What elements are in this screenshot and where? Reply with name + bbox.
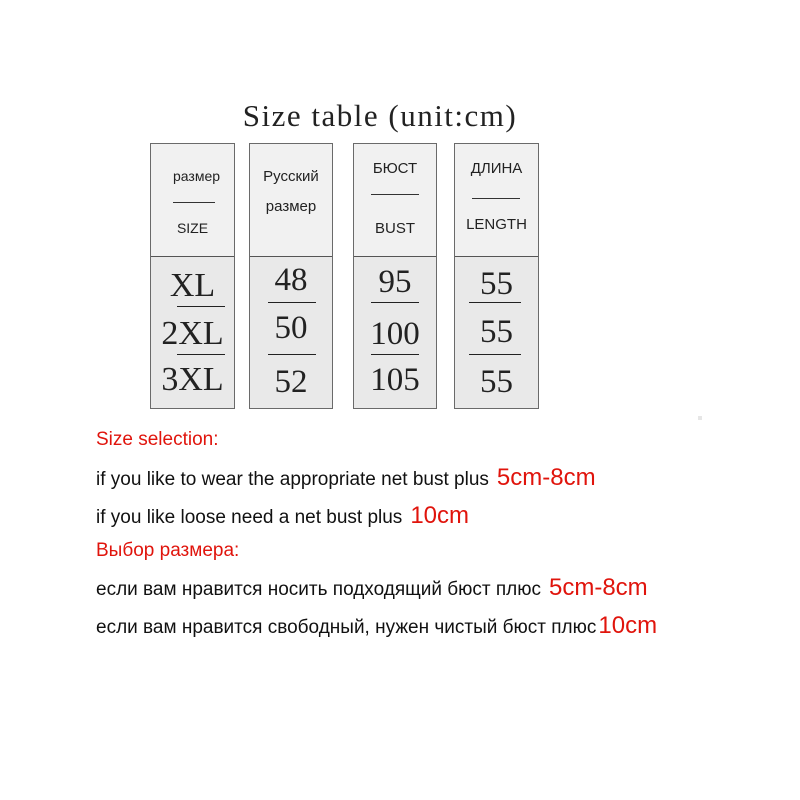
header-body-divider <box>250 256 332 257</box>
size-note-ru-2-value: 10cm <box>598 612 658 639</box>
size-cell: 2XL <box>161 315 224 352</box>
length-cell: 55 <box>480 314 513 350</box>
bust-cell: 95 <box>378 264 412 300</box>
size-note-en-1-text: if you like to wear the appropriate net bust plus <box>96 469 489 490</box>
size-column-header <box>151 144 234 256</box>
size-note-ru-1 <box>96 574 648 602</box>
row-divider <box>371 354 419 355</box>
russian-size-cell: 52 <box>274 364 308 400</box>
bust-header <box>354 144 436 256</box>
size-cell: XL <box>169 267 216 304</box>
russian-size-header-line1: Русский <box>263 168 319 185</box>
bust-header-en: BUST <box>374 220 415 237</box>
size-selection-heading-ru: Выбор размера: <box>96 540 240 561</box>
size-header-en: SIZE <box>176 220 209 236</box>
size-cell: 3XL <box>161 361 224 398</box>
row-divider <box>268 354 316 355</box>
russian-size-column <box>249 143 333 409</box>
decorative-speck <box>698 416 702 420</box>
row-divider <box>469 302 521 303</box>
russian-size-header <box>250 144 332 256</box>
bust-cell: 100 <box>370 316 420 352</box>
header-body-divider <box>354 256 436 257</box>
size-selection-heading: Size selection: <box>96 429 219 450</box>
row-divider <box>177 306 225 307</box>
russian-size-cell: 50 <box>274 310 308 346</box>
bust-column <box>353 143 437 409</box>
size-table-title: Size table (unit:cm) <box>242 98 518 133</box>
size-note-en-2 <box>96 502 469 530</box>
header-body-divider <box>455 256 538 257</box>
row-divider <box>469 354 521 355</box>
size-note-en-1-value: 5cm-8cm <box>496 464 596 491</box>
row-divider <box>177 354 225 355</box>
bust-header-ru: БЮСТ <box>372 160 418 177</box>
length-header-ru: ДЛИНА <box>470 160 523 177</box>
size-note-ru-2 <box>96 612 657 640</box>
length-cell: 55 <box>480 364 513 400</box>
header-divider <box>173 202 215 203</box>
bust-cell: 105 <box>370 362 420 398</box>
size-header-ru: размер <box>173 168 221 184</box>
row-divider <box>371 302 419 303</box>
russian-size-header-line2: размер <box>265 198 317 215</box>
size-note-ru-2-text: если вам нравится свободный, нужен чистый бюст плюс <box>96 617 597 638</box>
header-divider <box>472 198 520 199</box>
size-note-ru-1-value: 5cm-8cm <box>549 574 648 601</box>
length-header <box>455 144 538 256</box>
length-column <box>454 143 539 409</box>
size-note-en-1 <box>96 464 596 492</box>
size-note-en-2-text: if you like loose need a net bust plus <box>96 507 403 528</box>
length-header-en: LENGTH <box>466 216 527 233</box>
size-note-en-2-value: 10cm <box>410 502 469 529</box>
header-body-divider <box>151 256 234 257</box>
russian-size-cell: 48 <box>274 262 308 298</box>
length-cell: 55 <box>480 266 513 302</box>
size-column <box>150 143 235 409</box>
header-divider <box>371 194 419 195</box>
row-divider <box>268 302 316 303</box>
size-note-ru-1-text: если вам нравится носить подходящий бюст плюс <box>96 579 541 600</box>
